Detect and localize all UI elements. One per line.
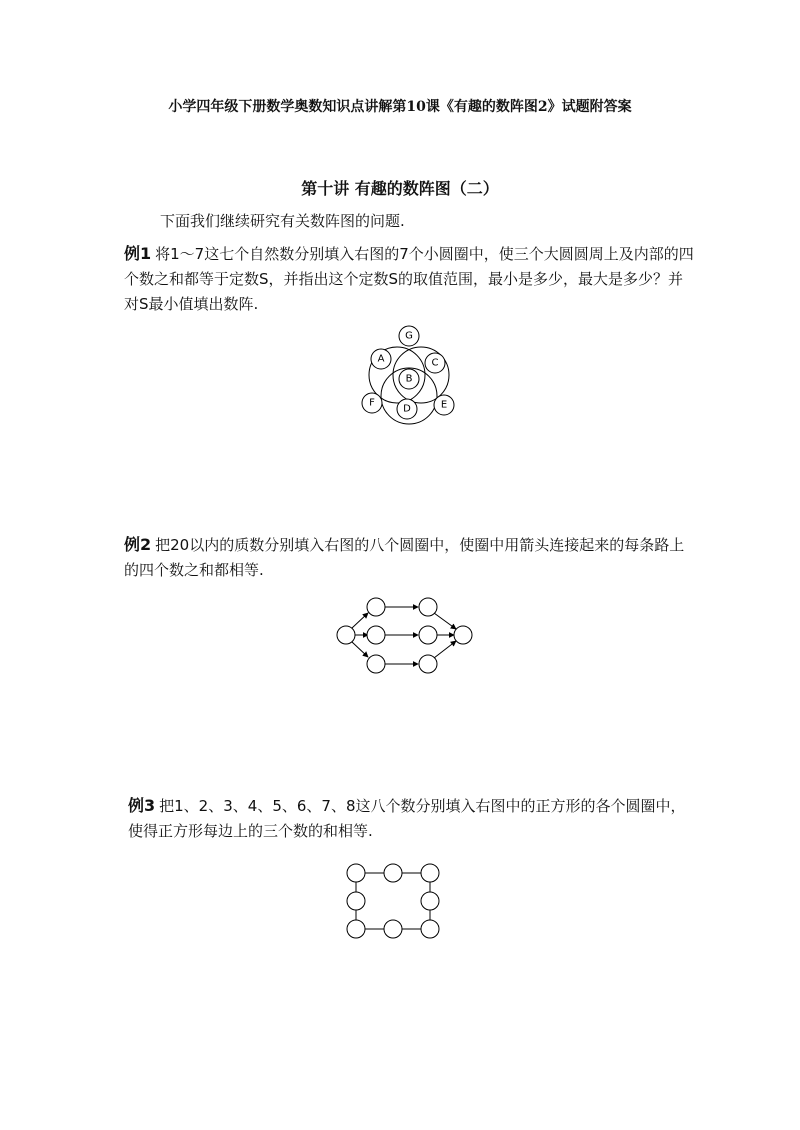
- problem-1-text: 将1～7这七个自然数分别填入右图的7个小圆圈中，使三个大圆圆周上及内部的四个数之和都等于定数S，并指出这个定数S的取值范围，最小是多少，最大是多少？并对S最小值填出数阵.: [124, 245, 694, 313]
- document-title: 小学四年级下册数学奥数知识点讲解第10课《有趣的数阵图2》试题附答案: [168, 99, 632, 115]
- node: [347, 864, 365, 882]
- arrow: [434, 641, 456, 658]
- figure-circles-1: [355, 320, 465, 425]
- node: [384, 864, 402, 882]
- problem-3-label: 例3: [128, 796, 156, 815]
- node: [337, 626, 355, 644]
- arrow: [434, 613, 456, 629]
- node-label-a: A: [377, 353, 385, 365]
- node: [347, 920, 365, 938]
- problem-3: [128, 793, 698, 844]
- arrow: [352, 642, 368, 657]
- node: [454, 626, 472, 644]
- node: [421, 892, 439, 910]
- problem-1: [124, 241, 694, 317]
- problem-3-text: 把1、2、3、4、5、6、7、8这八个数分别填入右图中的正方形的各个圆圈中，使得正方形每边上的三个数的和相等.: [128, 797, 686, 840]
- node: [384, 920, 402, 938]
- node: [367, 655, 385, 673]
- node: [421, 920, 439, 938]
- node: [421, 864, 439, 882]
- node-label-e: E: [440, 399, 448, 411]
- node-label-c: C: [431, 357, 439, 369]
- problem-2-label: 例2: [124, 535, 152, 554]
- intro-text: 下面我们继续研究有关数阵图的问题.: [160, 212, 405, 230]
- node-label-d: D: [403, 403, 411, 415]
- figure-arrow-paths: [330, 595, 475, 675]
- node: [419, 655, 437, 673]
- node: [347, 892, 365, 910]
- problem-2-text: 把20以内的质数分别填入右图的八个圆圈中，使圈中用箭头连接起来的每条路上的四个数之和都相等.: [124, 536, 685, 579]
- node: [367, 626, 385, 644]
- figure-square: [340, 858, 445, 943]
- problem-1-label: 例1: [124, 244, 152, 263]
- node: [367, 598, 385, 616]
- node-label-b: B: [405, 373, 413, 385]
- problem-2: [124, 532, 694, 583]
- node: [419, 626, 437, 644]
- node-label-f: F: [369, 397, 375, 409]
- node-label-g: G: [405, 330, 413, 342]
- node: [419, 598, 437, 616]
- arrow: [352, 613, 368, 628]
- lecture-title: 第十讲 有趣的数阵图（二）: [301, 179, 499, 198]
